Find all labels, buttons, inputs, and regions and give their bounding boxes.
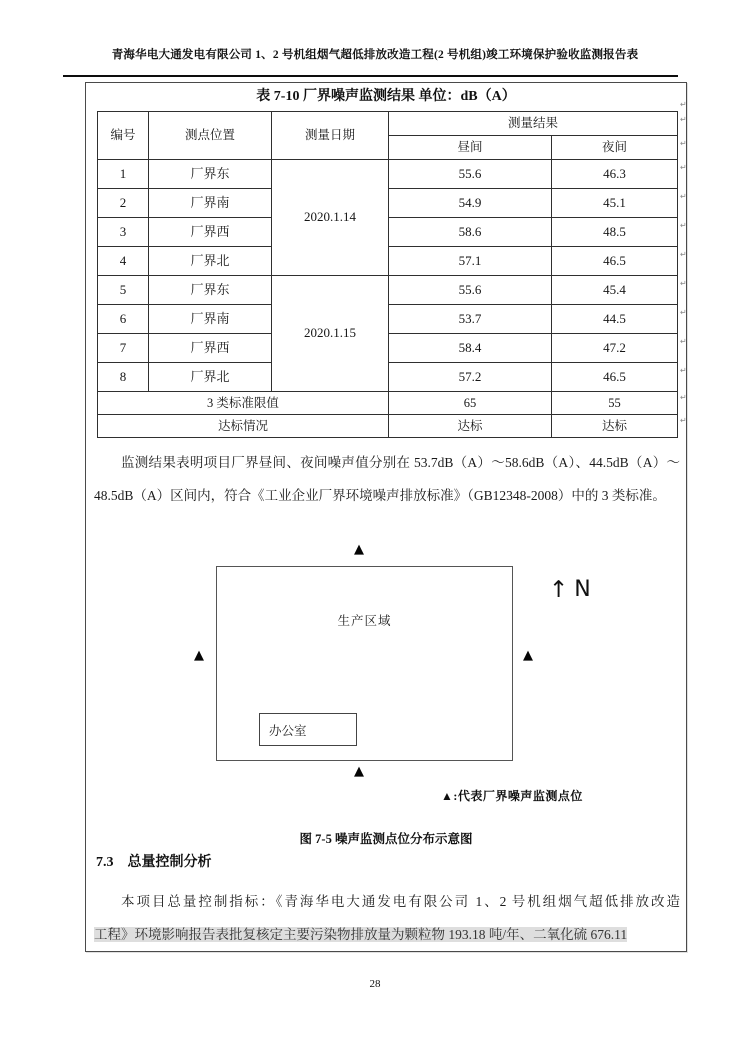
cell-day: 55.6 [389, 276, 552, 305]
section-title: 总量控制分析 [127, 855, 212, 870]
monitor-point-east-icon: ▲ [523, 648, 533, 663]
cell-no: 1 [98, 160, 149, 189]
compliance-day: 达标 [389, 415, 552, 438]
cell-end-mark: ↵ [680, 115, 687, 124]
col-header-night: 夜间 [552, 136, 678, 160]
cell-location: 厂界南 [149, 189, 272, 218]
table-title: 表 7-10 厂界噪声监测结果 单位：dB（A） [256, 89, 516, 104]
cell-day: 54.9 [389, 189, 552, 218]
cell-location: 厂界东 [149, 276, 272, 305]
cell-end-mark: ↵ [680, 139, 687, 148]
compliance-row [98, 415, 678, 438]
cell-night: 46.3 [552, 160, 678, 189]
col-header-day: 昼间 [389, 136, 552, 160]
diagram-legend: ▲:代表厂界噪声监测点位 [441, 789, 583, 803]
page-number: 28 [369, 978, 381, 990]
table-row [98, 160, 678, 189]
document-header: 青海华电大通发电有限公司 1、2 号机组烟气超低排放改造工程(2 号机组)竣工环境保护验收监测报告表 [111, 49, 639, 61]
cell-day: 58.6 [389, 218, 552, 247]
cell-end-mark: ↵ [680, 192, 687, 201]
cell-end-mark: ↵ [680, 393, 687, 402]
figure-caption: 图 7-5 噪声监测点位分布示意图 [299, 832, 473, 846]
cell-day: 55.6 [389, 160, 552, 189]
cell-night: 47.2 [552, 334, 678, 363]
cell-end-mark: ↵ [680, 366, 687, 375]
total-control-line2 [94, 918, 680, 951]
cell-no: 7 [98, 334, 149, 363]
cell-date-group1: 2020.1.14 [272, 160, 389, 276]
monitor-point-north-icon: ▲ [354, 542, 364, 557]
cell-date-group2: 2020.1.15 [272, 276, 389, 392]
monitor-point-south-icon: ▲ [354, 764, 364, 779]
cell-end-mark: ↵ [680, 100, 687, 109]
cell-night: 46.5 [552, 363, 678, 392]
table-header-row [98, 112, 678, 136]
col-header-result-group: 测量结果 [389, 112, 678, 136]
north-indicator [549, 577, 591, 603]
limit-label: 3 类标准限值 [98, 392, 389, 415]
limit-night: 55 [552, 392, 678, 415]
north-label: N [574, 577, 591, 602]
content-frame [85, 82, 687, 952]
office-label: 办公室 [269, 724, 307, 738]
cell-day: 57.2 [389, 363, 552, 392]
cell-day: 53.7 [389, 305, 552, 334]
section-number: 7.3 [96, 855, 114, 870]
production-area-label: 生产区域 [337, 614, 392, 628]
cell-location: 厂界北 [149, 363, 272, 392]
office-box [259, 713, 357, 746]
cell-end-mark: ↵ [680, 250, 687, 259]
cell-night: 46.5 [552, 247, 678, 276]
section-heading [96, 851, 212, 871]
noise-monitoring-table [97, 111, 678, 438]
cell-no: 2 [98, 189, 149, 218]
cell-night: 45.4 [552, 276, 678, 305]
cell-night: 45.1 [552, 189, 678, 218]
cell-day: 58.4 [389, 334, 552, 363]
compliance-label: 达标情况 [98, 415, 389, 438]
cell-location: 厂界北 [149, 247, 272, 276]
cell-no: 3 [98, 218, 149, 247]
highlighted-text: 工程》环境影响报告表批复核定主要污染物排放量为颗粒物 193.18 吨/年、二氧化硫 676.11 [94, 927, 628, 942]
north-arrow-icon: ↑ [549, 577, 569, 603]
cell-location: 厂界西 [149, 218, 272, 247]
header-rule [63, 75, 678, 77]
cell-no: 6 [98, 305, 149, 334]
paragraph-noise-result: 监测结果表明项目厂界昼间、夜间噪声值分别在 53.7dB（A）～58.6dB（A）、44.5dB（A）～48.5dB（A）区间内，符合《工业企业厂界环境噪声排放标准》（GB12348-2008）中的 3 类标准。 [94, 455, 680, 503]
cell-no: 8 [98, 363, 149, 392]
cell-location: 厂界西 [149, 334, 272, 363]
limit-row [98, 392, 678, 415]
cell-end-mark: ↵ [680, 279, 687, 288]
cell-location: 厂界东 [149, 160, 272, 189]
cell-end-mark: ↵ [680, 163, 687, 172]
monitor-point-west-icon: ▲ [194, 648, 204, 663]
table-row [98, 276, 678, 305]
cell-end-mark: ↵ [680, 308, 687, 317]
total-control-line1: 本项目总量控制指标：《青海华电大通发电有限公司 1、2 号机组烟气超低排放改造 [121, 894, 680, 909]
limit-day: 65 [389, 392, 552, 415]
col-header-location: 测点位置 [149, 112, 272, 160]
cell-no: 4 [98, 247, 149, 276]
paragraph-total-control [94, 885, 680, 951]
cell-end-mark: ↵ [680, 416, 687, 425]
cell-location: 厂界南 [149, 305, 272, 334]
compliance-night: 达标 [552, 415, 678, 438]
cell-day: 57.1 [389, 247, 552, 276]
cell-end-mark: ↵ [680, 221, 687, 230]
cell-night: 44.5 [552, 305, 678, 334]
col-header-no: 编号 [98, 112, 149, 160]
cell-end-mark: ↵ [680, 337, 687, 346]
col-header-date: 测量日期 [272, 112, 389, 160]
cell-night: 48.5 [552, 218, 678, 247]
cell-no: 5 [98, 276, 149, 305]
